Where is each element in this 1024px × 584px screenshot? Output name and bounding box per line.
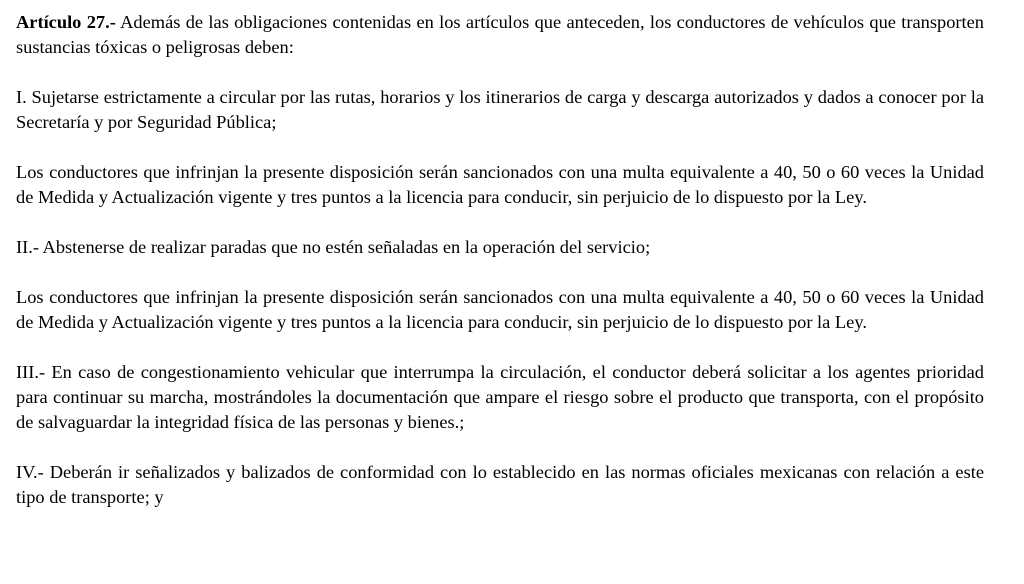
article-intro-text: Además de las obligaciones contenidas en los artículos que anteceden, los conductores de vehículos que transporten sustancias tóxicas o peligrosas deben: (16, 12, 984, 57)
paragraph-fraction-iv: IV.- Deberán ir señalizados y balizados de conformidad con lo establecido en las normas oficiales mexicanas con relación a este tipo de transporte; y (16, 462, 984, 507)
paragraph-sanction-i: Los conductores que infrinjan la presente disposición serán sancionados con una multa equivalente a 40, 50 o 60 veces la Unidad de Medida y Actualización vigente y tres puntos a la licencia para conducir, sin perjuicio de lo dispuesto por la Ley. (16, 162, 984, 207)
document-body (16, 10, 984, 510)
paragraph-fraction-iii: III.- En caso de congestionamiento vehicular que interrumpa la circulación, el conductor deberá solicitar a los agentes prioridad para continuar su marcha, mostrándoles la documentación que ampare el riesgo sobre el producto que transporta, con el propósito de salvaguardar la integridad física de las personas y bienes.; (16, 362, 984, 432)
article-intro-paragraph (16, 10, 984, 60)
paragraph-fraction-ii: II.- Abstenerse de realizar paradas que no estén señaladas en la operación del servicio; (16, 237, 651, 257)
article-label: Artículo 27.- (16, 12, 116, 32)
paragraph-sanction-ii: Los conductores que infrinjan la presente disposición serán sancionados con una multa equivalente a 40, 50 o 60 veces la Unidad de Medida y Actualización vigente y tres puntos a la licencia para conducir, sin perjuicio de lo dispuesto por la Ley. (16, 287, 984, 332)
paragraph-fraction-i: I. Sujetarse estrictamente a circular por las rutas, horarios y los itinerarios de carga y descarga autorizados y dados a conocer por la Secretaría y por Seguridad Pública; (16, 87, 984, 132)
